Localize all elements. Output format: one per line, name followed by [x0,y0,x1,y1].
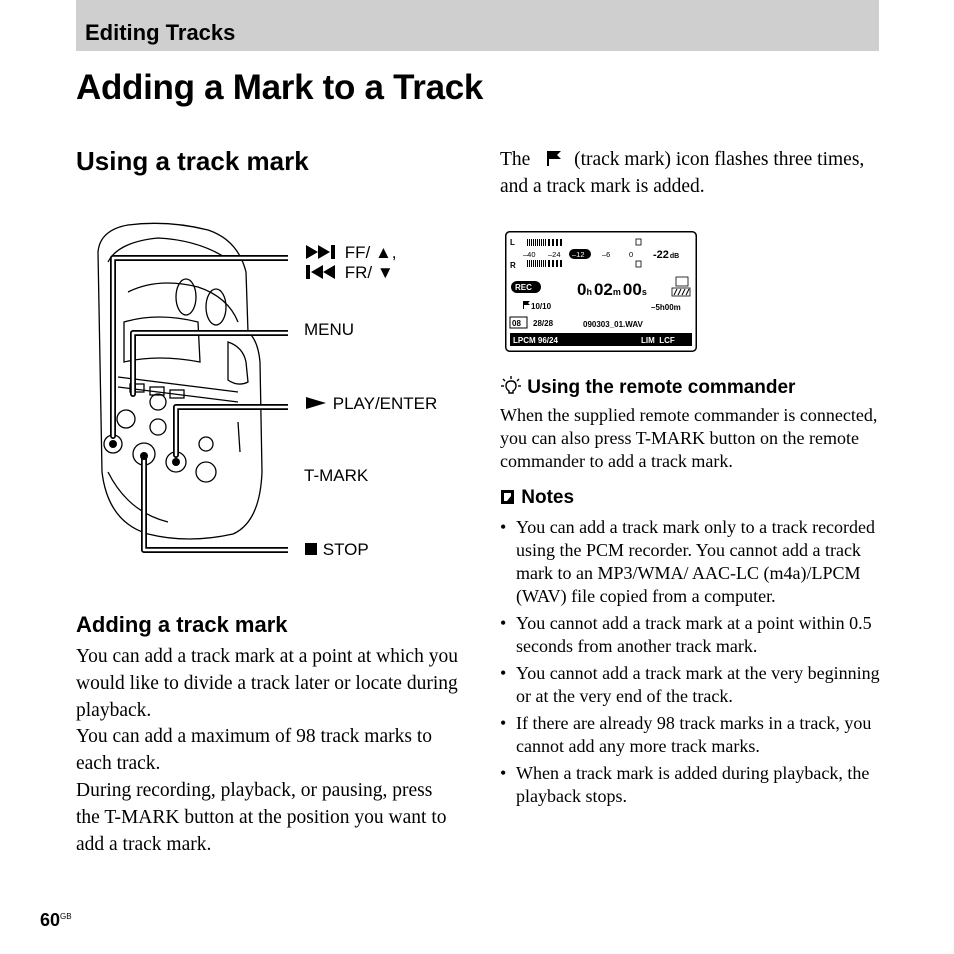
label-play-enter: PLAY/ENTER [304,394,437,414]
recorder-device-illustration [88,222,288,562]
lcd-channel-r: R [510,261,516,270]
section-title: Editing Tracks [85,20,236,45]
notes-icon [500,489,516,505]
note-item: • You can add a track mark only to a track recorded using the PCM recorder. You cannot add a track mark to an MP3/WMA/ AAC-LC (m4a)/LPCM (WAV) file copied from a computer. [500,516,885,608]
lcd-display-illustration [505,231,697,352]
lcd-lim-lcf: LIM LCF [641,336,675,345]
note-item: • When a track mark is added during playback, the playback stops. [500,762,885,808]
hint-heading: Using the remote commander [500,376,795,399]
lcd-remaining-time: –5h00m [651,303,681,312]
lcd-channel-l: L [510,238,515,247]
lcd-db-value: -22dB [653,249,680,261]
label-ff: FF/ ▲, [304,243,397,263]
lcd-track-count: 28/28 [533,319,554,328]
lcd-mark-count: 10/10 [531,302,552,311]
section-header-bar [76,0,879,51]
adding-paragraph-1: You can add a track mark at a point at which you would like to divide a track later or locate during playback. [76,646,458,721]
lcd-scale-40: –40 [523,250,536,259]
subheading-using-track-mark: Using a track mark [76,146,309,176]
label-fr: FR/ ▼ [304,263,394,283]
lcd-scale-6: –6 [602,250,611,259]
lcd-format: LPCM 96/24 [513,336,558,345]
lcd-rec-badge: REC [515,283,532,292]
notes-heading: Notes [500,487,574,509]
stop-icon [304,542,318,556]
label-stop: STOP [304,540,369,560]
note-item: • You cannot add a track mark at a point within 0.5 seconds from another track mark. [500,612,885,658]
play-icon [304,396,328,410]
adding-paragraph-3: During recording, playback, or pausing, press the T-MARK button at the position you want to add a track mark. [76,780,447,855]
subheading-adding-track-mark: Adding a track mark [76,612,288,637]
adding-paragraph-2: You can add a maximum of 98 track marks to each track. [76,726,432,774]
lcd-scale-24: –24 [548,250,561,259]
note-item: • If there are already 98 track marks in a track, you cannot add any more track marks. [500,712,885,758]
label-menu: MENU [304,320,355,339]
lcd-filename: 090303_01.WAV [583,320,643,329]
lcd-folder-number: 08 [512,319,521,328]
page-title: Adding a Mark to a Track [76,68,484,107]
hint-body: When the supplied remote commander is connected, you can also press T-MARK button on the remote commander to add a track mark. [500,405,878,471]
previous-track-icon [304,264,340,280]
lcd-elapsed-time: 0h 02m 00s [577,280,647,299]
lcd-scale-12: –12 [572,250,585,259]
next-track-icon [304,244,340,260]
lcd-scale-0: 0 [629,250,634,259]
lightbulb-hint-icon [500,376,522,396]
track-mark-flag-icon [535,149,569,167]
label-t-mark: T-MARK [304,466,369,485]
note-item: • You cannot add a track mark at the very beginning or at the very end of the track. [500,662,885,708]
page-number: $60^{GB}$ [40,910,72,930]
track-mark-intro: The (track mark) icon flashes three times, and a track mark is added. [500,149,865,197]
notes-list [500,516,885,812]
